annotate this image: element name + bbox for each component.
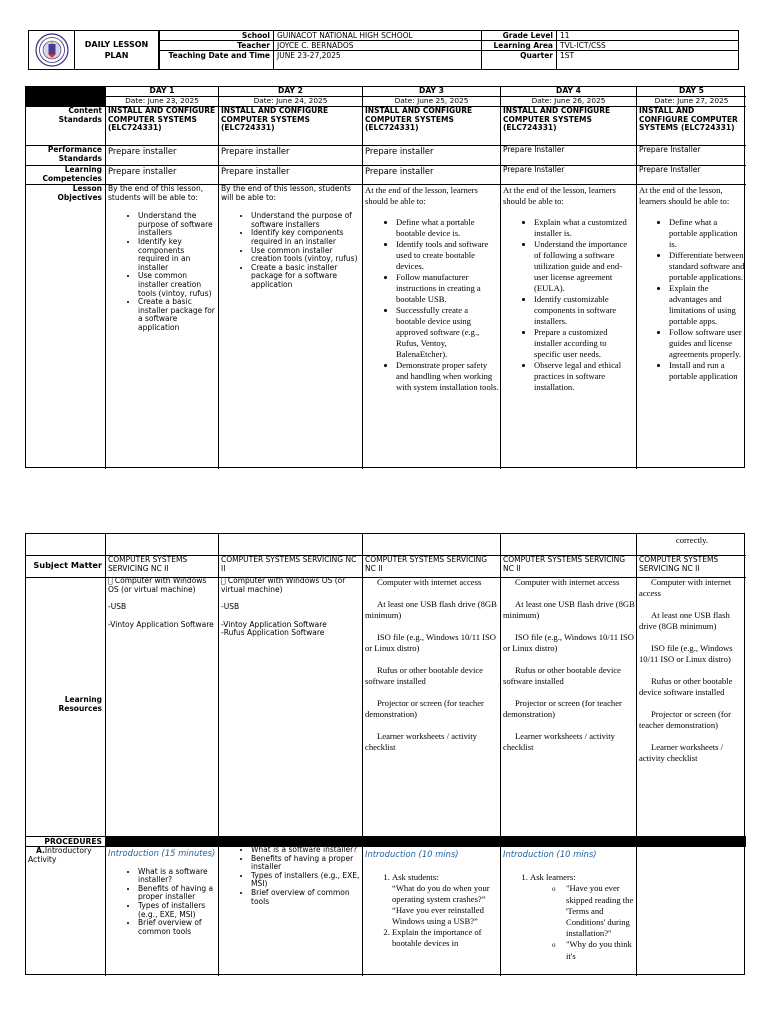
- list-item: • Benefits of having a proper installer: [251, 855, 361, 872]
- objectives-day-2-intro: By the end of this lesson, students will be able to:: [221, 185, 352, 202]
- objectives-day-4: [503, 185, 635, 468]
- list-item: At least one USB flash drive (8GB minimum): [365, 599, 497, 620]
- lesson-objectives-label: Lesson Objectives: [57, 185, 102, 202]
- objectives-day-4-intro: At the end of the lesson, learners should be able to:: [503, 185, 616, 206]
- intro-day-3-title: Introduction (10 mins): [365, 849, 459, 859]
- content-standards-day-4: INSTALL AND CONFIGURE COMPUTER SYSTEMS (ELC724331): [503, 107, 611, 133]
- subject-matter-day-5: COMPUTER SYSTEMS SERVICING NC II: [639, 556, 719, 573]
- list-item: • Explain what a customized installer is.: [534, 217, 635, 239]
- list-item: • Identify customizable components in software installers.: [534, 294, 635, 327]
- list-item: Rufus or other bootable device software installed: [503, 665, 621, 686]
- lesson-table-top: [25, 86, 745, 468]
- learning-competencies-day-1: Prepare installer: [108, 166, 177, 176]
- deped-seal-icon: [32, 32, 72, 68]
- resources-day-4: [503, 577, 635, 835]
- objectives-day-5-continued: correctly.: [675, 535, 709, 545]
- intro-day-1-title: Introduction (15 minutes): [108, 849, 216, 858]
- list-item: • Understand the purpose of software installers: [138, 212, 217, 238]
- teaching-date-label: Teaching Date and Time: [168, 51, 270, 60]
- resources-day-2: [221, 577, 361, 835]
- learning-area-value: TVL-ICT/CSS: [560, 41, 606, 50]
- list-item: Computer with Windows OS (or virtual machine): [221, 577, 339, 594]
- content-standards-day-5: INSTALL AND CONFIGURE COMPUTER SYSTEMS (ELC724331): [639, 107, 738, 133]
- subject-matter-day-2: COMPUTER SYSTEMS SERVICING NC II: [221, 556, 357, 573]
- list-item: • Demonstrate proper safety and handling when working with system installation tools.: [396, 360, 499, 393]
- performance-standards-day-2: Prepare installer: [221, 146, 290, 156]
- intro-activity-day-2: [221, 846, 361, 975]
- intro-label-text: Introductory Activity: [28, 847, 92, 864]
- day-5-header: DAY 5: [679, 87, 704, 95]
- list-item: • Identify tools and software used to create bootable devices.: [396, 239, 499, 272]
- teacher-label: Teacher: [237, 41, 270, 50]
- day-1-date: Date: June 23, 2025: [125, 97, 199, 105]
- day-1-header: DAY 1: [149, 87, 175, 95]
- intro-day-3-question-2: “Have you ever reinstalled Windows using a USB?”: [392, 905, 484, 926]
- day-3-header: DAY 3: [419, 87, 444, 95]
- list-item: • Define what a portable bootable device is.: [396, 217, 499, 239]
- list-item: ISO file (e.g., Windows 10/11 ISO or Linux distro): [639, 643, 733, 664]
- content-standards-day-2: INSTALL AND CONFIGURE COMPUTER SYSTEMS (ELC724331): [221, 107, 329, 133]
- performance-standards-day-3: Prepare installer: [365, 146, 434, 156]
- objectives-day-1: [108, 185, 217, 468]
- list-item: • Brief overview of common tools: [251, 889, 361, 906]
- list-item: Rufus or other bootable device software installed: [639, 676, 733, 697]
- resources-day-5: [639, 577, 745, 835]
- objectives-day-3-intro: At the end of the lesson, learners should be able to:: [365, 185, 478, 206]
- subject-matter-label: Subject Matter: [33, 561, 102, 570]
- intro-day-4-step-1: Ask learners:: [530, 872, 576, 882]
- intro-activity-day-3: [365, 849, 499, 975]
- day-5-date: Date: June 27, 2025: [654, 97, 729, 105]
- list-item: • Successfully create a bootable device using approved software (e.g., Rufus, Ventoy, BalenaEtcher).: [396, 305, 499, 360]
- learning-competencies-label: Learning Competencies: [42, 166, 102, 183]
- list-item: • Explain the advantages and limitations of using portable apps.: [669, 283, 745, 327]
- subject-matter-day-4: COMPUTER SYSTEMS SERVICING NC II: [503, 556, 626, 573]
- teaching-date-value: JUNE 23-27,2025: [277, 51, 341, 60]
- list-item: • Install and run a portable application: [669, 360, 745, 382]
- day-4-date: Date: June 26, 2025: [531, 97, 606, 105]
- list-item: Learner worksheets / activity checklist: [639, 742, 724, 763]
- list-item: At least one USB flash drive (8GB minimum): [503, 599, 635, 620]
- grade-level-label: Grade Level: [502, 31, 553, 40]
- quarter-label: Quarter: [520, 51, 553, 60]
- teacher-value: JOYCE C. BERNADOS: [277, 41, 354, 50]
- day-2-header: DAY 2: [278, 87, 303, 95]
- list-item: o "Have you ever skipped reading the 'Terms and Conditions' during installation?": [566, 883, 635, 939]
- list-item: -Vintoy Application Software: [221, 619, 327, 629]
- doc-title: DAILY LESSON PLAN: [75, 31, 159, 69]
- list-item: • Create a basic installer package for a software application: [138, 298, 217, 332]
- intro-day-3-question-1: “What do you do when your operating system crashes?”: [392, 883, 490, 904]
- quarter-value: 1ST: [560, 51, 575, 60]
- grade-level-value: 11: [560, 31, 570, 40]
- list-item: • Identify key components required in an installer: [138, 238, 217, 272]
- list-item: ISO file (e.g., Windows 10/11 ISO or Linux distro): [365, 632, 497, 653]
- objectives-day-1-intro: By the end of this lesson, students will be able to:: [108, 185, 204, 202]
- list-item: ISO file (e.g., Windows 10/11 ISO or Linux distro): [503, 632, 635, 653]
- school-label: School: [241, 31, 270, 40]
- list-item: • Use common installer creation tools (vintoy, rufus): [138, 272, 217, 298]
- logo-cell: [29, 31, 75, 69]
- resources-day-3: [365, 577, 499, 835]
- objectives-day-2: [221, 185, 361, 468]
- intro-day-3-step-1: Ask students:: [392, 872, 439, 882]
- intro-activity-day-5: [639, 849, 745, 975]
- list-item: • Observe legal and ethical practices in software installation.: [534, 360, 635, 393]
- objectives-day-5-intro: At the end of the lesson, learners should be able to:: [639, 185, 730, 206]
- learning-competencies-day-3: Prepare installer: [365, 166, 434, 176]
- list-item: • Brief overview of common tools: [138, 919, 217, 936]
- procedures-label: PROCEDURES: [44, 837, 102, 846]
- objectives-day-5: [639, 185, 745, 468]
- list-item: • Follow manufacturer instructions in creating a bootable USB.: [396, 272, 499, 305]
- list-item: -Vintoy Application Software: [108, 619, 214, 629]
- learning-area-label: Learning Area: [493, 41, 553, 50]
- list-item: Projector or screen (for teacher demonstration): [639, 709, 731, 730]
- list-item: -USB: [221, 602, 240, 612]
- learning-competencies-day-5: Prepare Installer: [639, 166, 701, 174]
- list-item: • Types of installers (e.g., EXE, MSI): [138, 902, 217, 919]
- list-item: • Benefits of having a proper installer: [138, 885, 217, 902]
- list-item: Rufus or other bootable device software installed: [365, 665, 483, 686]
- lesson-table-bottom: [25, 533, 745, 975]
- resources-day-1: [108, 577, 216, 835]
- header-table: [28, 30, 739, 70]
- learning-competencies-day-2: Prepare installer: [221, 166, 290, 176]
- list-item: Learner worksheets / activity checklist: [365, 731, 477, 752]
- day-3-date: Date: June 25, 2025: [394, 97, 469, 105]
- list-item: • Use common installer creation tools (vintoy, rufus): [251, 247, 361, 264]
- performance-standards-day-5: Prepare Installer: [639, 146, 701, 154]
- list-item: Learner worksheets / activity checklist: [503, 731, 615, 752]
- list-item: 2. Explain the importance of bootable devices in: [392, 927, 499, 949]
- introductory-activity-label: [28, 847, 104, 864]
- list-item: • Types of installers (e.g., EXE, MSI): [251, 872, 361, 889]
- list-item: Computer with internet access: [515, 577, 620, 587]
- learning-competencies-day-4: Prepare Installer: [503, 166, 565, 174]
- intro-activity-day-1: [108, 849, 217, 975]
- list-item: At least one USB flash drive (8GB minimum): [639, 610, 730, 631]
- list-item: Projector or screen (for teacher demonstration): [503, 698, 622, 719]
- list-item: -USB: [108, 602, 127, 612]
- list-item: Projector or screen (for teacher demonstration): [365, 698, 484, 719]
- school-value: GUINACOT NATIONAL HIGH SCHOOL: [277, 31, 413, 40]
- list-item: • Understand the purpose of software installers: [251, 212, 361, 229]
- intro-day-4-title: Introduction (10 mins): [503, 849, 597, 859]
- list-item: • Follow software user guides and license agreements properly.: [669, 327, 745, 360]
- list-item: -Rufus Application Software: [221, 628, 325, 638]
- list-item: • Identify key components required in an installer: [251, 229, 361, 246]
- performance-standards-label: Performance Standards: [47, 146, 102, 163]
- objectives-day-3: [365, 185, 499, 468]
- content-standards-day-1: INSTALL AND CONFIGURE COMPUTER SYSTEMS (ELC724331): [108, 107, 216, 133]
- intro-activity-day-4: [503, 849, 635, 975]
- list-item: • What is a software installer?: [138, 868, 217, 885]
- intro-letter: A.: [36, 847, 45, 855]
- list-item: o "Why do you think it's: [566, 939, 635, 962]
- list-item: • Define what a portable application is.: [669, 217, 745, 250]
- day-4-header: DAY 4: [556, 87, 581, 95]
- performance-standards-day-4: Prepare Installer: [503, 146, 565, 154]
- list-item: • What is a software installer?: [251, 846, 361, 855]
- subject-matter-day-1: COMPUTER SYSTEMS SERVICING NC II: [108, 556, 188, 573]
- list-item: • Prepare a customized installer according to specific user needs.: [534, 327, 635, 360]
- list-item: • Understand the importance of following a software utilization guide and end-user license agreement (EULA).: [534, 239, 635, 294]
- subject-matter-day-3: COMPUTER SYSTEMS SERVICING NC II: [365, 556, 488, 573]
- learning-resources-label: Learning Resources: [58, 696, 102, 713]
- list-item: Computer with internet access: [639, 577, 732, 598]
- list-item: [530, 872, 635, 962]
- day-2-date: Date: June 24, 2025: [253, 97, 328, 105]
- content-standards-day-3: INSTALL AND CONFIGURE COMPUTER SYSTEMS (ELC724331): [365, 107, 473, 133]
- list-item: • Create a basic installer package for a software application: [251, 264, 361, 290]
- list-item: Computer with internet access: [377, 577, 482, 587]
- content-standards-label: Content Standards: [58, 107, 102, 124]
- list-item: [392, 872, 499, 927]
- performance-standards-day-1: Prepare installer: [108, 146, 177, 156]
- list-item: Computer with Windows OS (or virtual machine): [108, 577, 213, 594]
- list-item: • Differentiate between standard software and portable applications.: [669, 250, 745, 283]
